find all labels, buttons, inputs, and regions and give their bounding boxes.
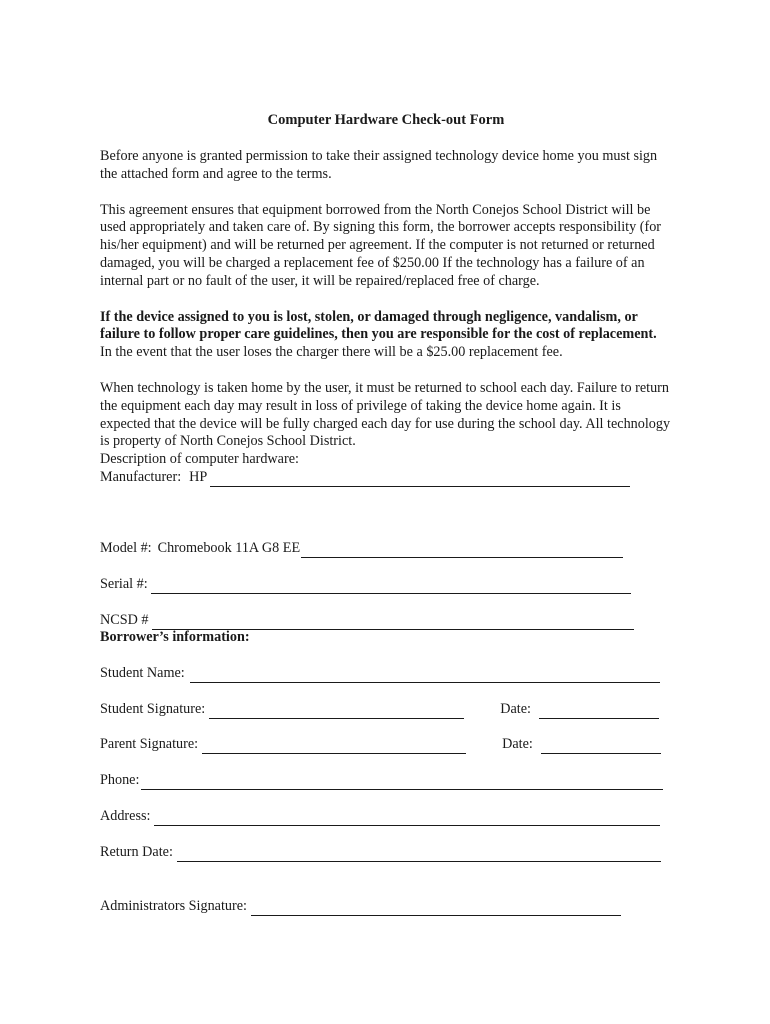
serial-field[interactable]: [151, 579, 631, 594]
phone-row: [100, 772, 663, 790]
student-signature-field[interactable]: [209, 704, 464, 719]
student-signature-label: Student Signature:: [100, 701, 206, 717]
form-title: Computer Hardware Check-out Form: [267, 112, 505, 128]
parent-signature-row: [100, 736, 670, 754]
serial-row: [100, 576, 631, 594]
liability-bold-text: If the device assigned to you is lost, stolen, or damaged through negligence, vandalism, or failure to follow proper care guidelines, then you are responsible for the cost of replacement.: [100, 308, 657, 343]
ncsd-row: [100, 612, 634, 630]
address-row: [100, 808, 660, 826]
return-date-label: Return Date:: [100, 844, 173, 860]
model-field[interactable]: [301, 543, 623, 558]
model-value: Chromebook 11A G8 EE: [157, 540, 301, 556]
student-name-row: [100, 665, 660, 683]
borrower-heading: [100, 629, 250, 647]
ncsd-field[interactable]: [152, 615, 634, 630]
address-field[interactable]: [154, 811, 660, 826]
liability-rest-text: In the event that the user loses the charger there will be a $25.00 replacement fee.: [100, 344, 563, 361]
ncsd-label: NCSD #: [100, 612, 149, 628]
return-date-row: [100, 844, 661, 862]
serial-label: Serial #:: [100, 576, 148, 592]
student-date-field[interactable]: [539, 704, 659, 719]
agreement-paragraph: This agreement ensures that equipment borrowed from the North Conejos School District will be used appropriately and taken care of. By signing this form, the borrower accepts responsibility (for his/her equipment) and will be returned per agreement. If the computer is not returned or returned damaged, you will be charged a replacement fee of $250.00 If the technology has a failure of an internal part or no fault of the user, it will be repaired/replaced free of charge.: [100, 201, 662, 289]
phone-field[interactable]: [141, 775, 663, 790]
student-signature-row: [100, 701, 670, 719]
parent-signature-field[interactable]: [202, 739, 466, 754]
phone-label: Phone:: [100, 772, 140, 788]
intro-paragraph: Before anyone is granted permission to take their assigned technology device home you must sign the attached form and agree to the terms.: [100, 148, 658, 182]
student-name-field[interactable]: [190, 668, 660, 683]
manufacturer-label: Manufacturer:: [100, 468, 182, 485]
admin-signature-field[interactable]: [251, 901, 621, 916]
address-label: Address:: [100, 808, 151, 824]
borrower-heading-text: Borrower’s information:: [100, 629, 250, 645]
manufacturer-value: HP: [189, 468, 208, 485]
admin-signature-label: Administrators Signature:: [100, 898, 247, 914]
student-date-label: Date:: [500, 701, 531, 717]
return-policy-paragraph: When technology is taken home by the user, it must be returned to school each day. Failure to return the equipment each day may result in loss of privilege of taking the device home again. It is expected that the device will be fully charged each day for use during the school day. All technology is property of North Conejos School District.: [100, 379, 671, 450]
parent-date-field[interactable]: [541, 739, 661, 754]
model-row: [100, 540, 623, 558]
return-date-field[interactable]: [177, 847, 661, 862]
liability-paragraph: [100, 309, 672, 362]
hardware-heading: Description of computer hardware:: [100, 451, 299, 468]
admin-signature-row: [100, 898, 621, 916]
form-content: [100, 112, 672, 487]
model-label: Model #:: [100, 540, 152, 556]
parent-signature-label: Parent Signature:: [100, 736, 199, 752]
manufacturer-field[interactable]: [210, 472, 630, 487]
student-name-label: Student Name:: [100, 665, 185, 681]
parent-date-label: Date:: [502, 736, 533, 752]
manufacturer-row: [100, 469, 672, 487]
